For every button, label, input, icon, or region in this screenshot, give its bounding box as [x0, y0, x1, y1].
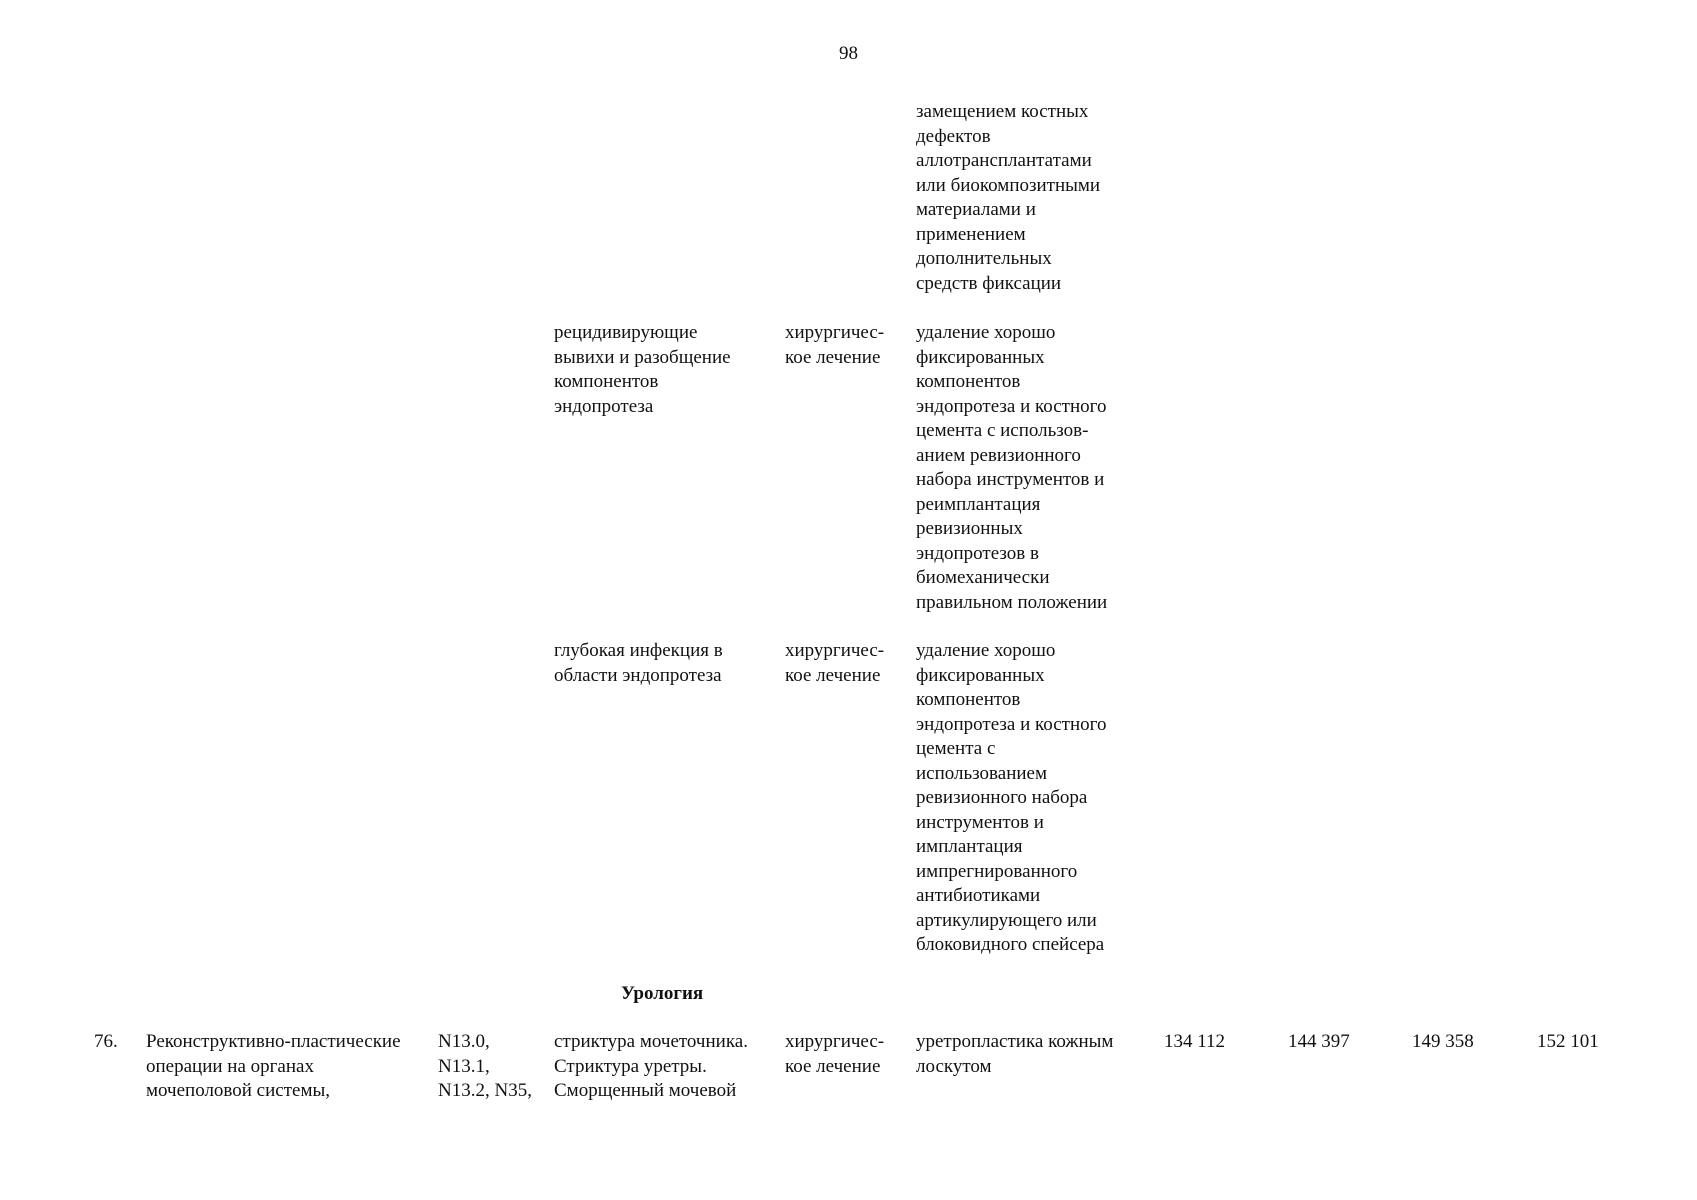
entry-name: Реконструктивно-пластические операции на органах мочеполовой системы, [146, 1031, 401, 1101]
section-heading-urology: Урология [621, 983, 704, 1004]
entry-method: уретропластика кожным лоскутом [916, 1031, 1114, 1077]
treatment-type: хирургичес- кое лечение [785, 640, 885, 686]
price-value: 149 358 [1412, 1031, 1474, 1052]
entry-treatment: хирургичес- кое лечение [785, 1031, 885, 1077]
entry-codes: N13.0, N13.1, N13.2, N35, [438, 1031, 532, 1101]
price-value: 144 397 [1288, 1031, 1350, 1052]
diagnosis-recurrent-dislocation: рецидивирующие вывихи и разобщение компонентов эндопротеза [554, 322, 731, 417]
method-revision-reimplantation: удаление хорошо фиксированных компонентов эндопротеза и костного цемента с использов- анием ревизионного набора инструментов и реимплантация ревизионных эндопротезов в биомеханически правильном положении [916, 322, 1108, 613]
price-value: 152 101 [1537, 1031, 1599, 1052]
entry-diagnosis: стриктура мочеточника. Стриктура уретры. Сморщенный мочевой [554, 1031, 748, 1101]
method-spacer-implantation: удаление хорошо фиксированных компонентов эндопротеза и костного цемента с использованием ревизионного набора инструментов и имплантация импрегнированного антибиотиками артикулирующего или блоковидного спейсера [916, 640, 1107, 955]
method-continuation: замещением костных дефектов аллотрансплантатами или биокомпозитными материалами и применением дополнительных средств фиксации [916, 101, 1101, 294]
entry-number: 76. [94, 1031, 118, 1052]
treatment-type: хирургичес- кое лечение [785, 322, 885, 368]
page-number: 98 [839, 43, 858, 64]
diagnosis-deep-infection: глубокая инфекция в области эндопротеза [554, 640, 723, 686]
price-value: 134 112 [1164, 1031, 1226, 1052]
